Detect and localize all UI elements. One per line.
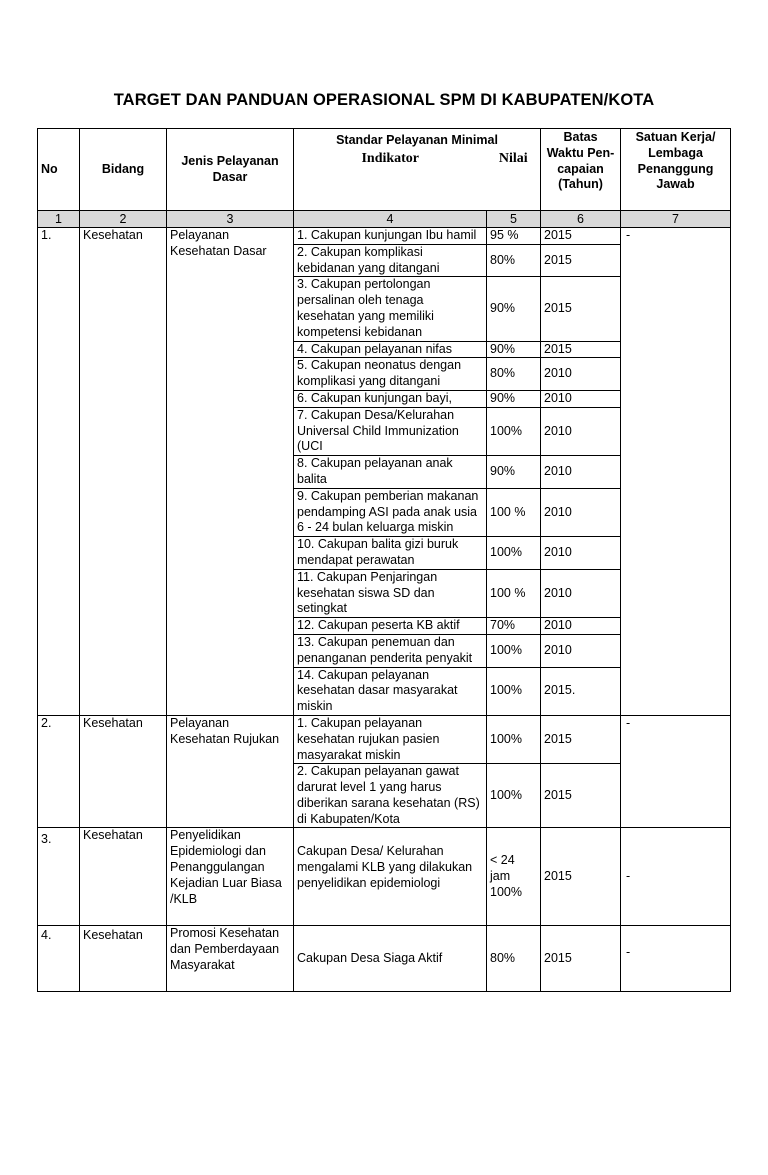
indikator-cell: 2. Cakupan komplikasi kebidanan yang ditangani xyxy=(294,244,487,277)
tahun-cell: 2015 xyxy=(541,277,621,341)
column-number: 7 xyxy=(621,211,731,228)
tahun-cell: 2015 xyxy=(541,926,621,992)
indikator-cell: 3. Cakupan pertolongan persalinan oleh tenaga kesehatan yang memiliki kompetensi kebidanan xyxy=(294,277,487,341)
tahun-cell: 2015 xyxy=(541,228,621,245)
column-number-row xyxy=(38,211,731,228)
bidang-cell: Kesehatan xyxy=(80,926,167,992)
indikator-cell: 2. Cakupan pelayanan gawat darurat level 1 yang harus diberikan sarana kesehatan (RS) di Kabupaten/Kota xyxy=(294,764,487,828)
column-number: 3 xyxy=(167,211,294,228)
nilai-cell: 90% xyxy=(487,390,541,407)
bidang-cell: Kesehatan xyxy=(80,715,167,828)
nilai-cell: 100% xyxy=(487,764,541,828)
nilai-cell: 100 % xyxy=(487,488,541,536)
header-jenis-pelayanan: Jenis Pelayanan Dasar xyxy=(167,129,294,211)
satuan-kerja-cell: - xyxy=(621,715,731,828)
column-number: 5 xyxy=(487,211,541,228)
column-number: 4 xyxy=(294,211,487,228)
spm-table xyxy=(37,128,731,992)
row-number: 3. xyxy=(38,828,80,926)
column-number: 2 xyxy=(80,211,167,228)
tahun-cell: 2010 xyxy=(541,537,621,570)
tahun-cell: 2010 xyxy=(541,634,621,667)
tahun-cell: 2010 xyxy=(541,407,621,455)
jenis-pelayanan-cell: Penyelidikan Epidemiologi dan Penanggulangan Kejadian Luar Biasa /KLB xyxy=(167,828,294,926)
tahun-cell: 2010 xyxy=(541,569,621,617)
header-batas-waktu: Batas Waktu Pen-capaian (Tahun) xyxy=(541,129,621,211)
indikator-cell: 10. Cakupan balita gizi buruk mendapat perawatan xyxy=(294,537,487,570)
satuan-kerja-cell: - xyxy=(621,926,731,992)
indikator-cell: 5. Cakupan neonatus dengan komplikasi yang ditangani xyxy=(294,358,487,391)
tahun-cell: 2010 xyxy=(541,390,621,407)
nilai-cell: 80% xyxy=(487,244,541,277)
jenis-pelayanan-cell: Promosi Kesehatan dan Pemberdayaan Masyarakat xyxy=(167,926,294,992)
nilai-cell: 100% xyxy=(487,634,541,667)
tahun-cell: 2015. xyxy=(541,667,621,715)
indikator-cell: 4. Cakupan pelayanan nifas xyxy=(294,341,487,358)
nilai-cell: 100% xyxy=(487,537,541,570)
nilai-cell: 90% xyxy=(487,277,541,341)
nilai-cell: < 24 jam 100% xyxy=(487,828,541,926)
nilai-cell: 100 % xyxy=(487,569,541,617)
indikator-cell: 12. Cakupan peserta KB aktif xyxy=(294,618,487,635)
bidang-cell: Kesehatan xyxy=(80,828,167,926)
row-number: 4. xyxy=(38,926,80,992)
indikator-cell: 14. Cakupan pelayanan kesehatan dasar masyarakat miskin xyxy=(294,667,487,715)
tahun-cell: 2010 xyxy=(541,618,621,635)
jenis-pelayanan-cell: Pelayanan Kesehatan Dasar xyxy=(167,228,294,716)
header-standar-pelayanan-minimal: Standar Pelayanan Minimal xyxy=(294,129,541,151)
indikator-cell: 6. Cakupan kunjungan bayi, xyxy=(294,390,487,407)
indikator-cell: 7. Cakupan Desa/Kelurahan Universal Child Immunization (UCI xyxy=(294,407,487,455)
header-nilai: Nilai xyxy=(487,151,541,211)
nilai-cell: 80% xyxy=(487,358,541,391)
nilai-cell: 90% xyxy=(487,341,541,358)
nilai-cell: 100% xyxy=(487,715,541,763)
indikator-cell: 13. Cakupan penemuan dan penanganan penderita penyakit xyxy=(294,634,487,667)
bidang-cell: Kesehatan xyxy=(80,228,167,716)
column-number: 6 xyxy=(541,211,621,228)
column-number: 1 xyxy=(38,211,80,228)
nilai-cell: 70% xyxy=(487,618,541,635)
document-title: TARGET DAN PANDUAN OPERASIONAL SPM DI KABUPATEN/KOTA xyxy=(113,91,655,109)
tahun-cell: 2015 xyxy=(541,244,621,277)
nilai-cell: 95 % xyxy=(487,228,541,245)
indikator-cell: Cakupan Desa Siaga Aktif xyxy=(294,926,487,992)
jenis-pelayanan-cell: Pelayanan Kesehatan Rujukan xyxy=(167,715,294,828)
nilai-cell: 100% xyxy=(487,407,541,455)
indikator-cell: 1. Cakupan kunjungan Ibu hamil xyxy=(294,228,487,245)
indikator-cell: 1. Cakupan pelayanan kesehatan rujukan pasien masyarakat miskin xyxy=(294,715,487,763)
tahun-cell: 2015 xyxy=(541,341,621,358)
tahun-cell: 2010 xyxy=(541,358,621,391)
nilai-cell: 80% xyxy=(487,926,541,992)
row-number: 1. xyxy=(38,228,80,716)
tahun-cell: 2015 xyxy=(541,764,621,828)
tahun-cell: 2015 xyxy=(541,828,621,926)
nilai-cell: 100% xyxy=(487,667,541,715)
tahun-cell: 2010 xyxy=(541,456,621,489)
header-bidang: Bidang xyxy=(80,129,167,211)
satuan-kerja-cell: - xyxy=(621,828,731,926)
satuan-kerja-cell: - xyxy=(621,228,731,716)
row-number: 2. xyxy=(38,715,80,828)
tahun-cell: 2010 xyxy=(541,488,621,536)
indikator-cell: 9. Cakupan pemberian makanan pendamping ASI pada anak usia 6 - 24 bulan keluarga miskin xyxy=(294,488,487,536)
indikator-cell: Cakupan Desa/ Kelurahan mengalami KLB yang dilakukan penyelidikan epidemiologi xyxy=(294,828,487,926)
indikator-cell: 11. Cakupan Penjaringan kesehatan siswa SD dan setingkat xyxy=(294,569,487,617)
tahun-cell: 2015 xyxy=(541,715,621,763)
header-indikator: Indikator xyxy=(294,151,487,211)
nilai-cell: 90% xyxy=(487,456,541,489)
header-satuan-kerja: Satuan Kerja/ Lembaga Penanggung Jawab xyxy=(621,129,731,211)
indikator-cell: 8. Cakupan pelayanan anak balita xyxy=(294,456,487,489)
header-no: No xyxy=(38,129,80,211)
